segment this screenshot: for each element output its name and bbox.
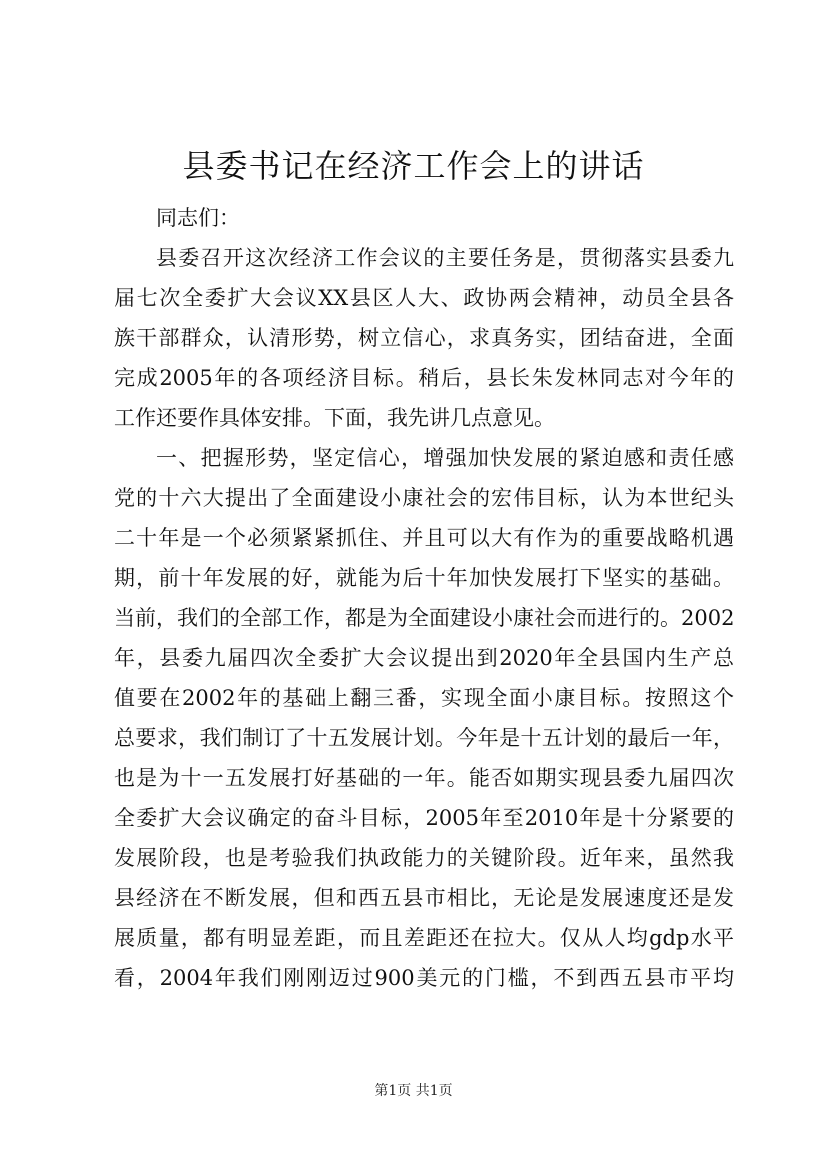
body-line: 展质量，都有明显差距，而且差距还在拉大。仅从人均gdp水平 [114,926,734,950]
document-body [114,198,734,998]
body-line: 完成2005年的各项经济目标。稍后，县长朱发林同志对今年的 [114,366,734,390]
body-line: 二十年是一个必须紧紧抓住、并且可以大有作为的重要战略机遇 [114,526,734,550]
page-footer: 第1页 共1页 [374,1083,453,1099]
body-line: 党的十六大提出了全面建设小康社会的宏伟目标，认为本世纪头 [114,486,734,510]
body-line: 当前，我们的全部工作，都是为全面建设小康社会而进行的。2002 [114,606,734,630]
body-line: 县委召开这次经济工作会议的主要任务是，贯彻落实县委九 [156,246,734,270]
section-heading-line: 一、把握形势，坚定信心，增强加快发展的紧迫感和责任感 [156,446,734,470]
body-line: 工作还要作具体安排。下面，我先讲几点意见。 [114,406,555,430]
body-line: 发展阶段，也是考验我们执政能力的关键阶段。近年来，虽然我 [114,846,734,870]
body-line: 看，2004年我们刚刚迈过900美元的门槛，不到西五县市平均 [114,966,734,990]
body-line: 总要求，我们制订了十五发展计划。今年是十五计划的最后一年， [114,726,734,750]
body-line: 县经济在不断发展，但和西五县市相比，无论是发展速度还是发 [114,886,734,910]
body-line: 年，县委九届四次全委扩大会议提出到2020年全县国内生产总 [114,646,734,670]
body-line: 届七次全委扩大会议XX县区人大、政协两会精神，动员全县各 [114,286,734,310]
document-title: 县委书记在经济工作会上的讲话 [182,147,645,185]
body-line: 值要在2002年的基础上翻三番，实现全面小康目标。按照这个 [114,686,734,710]
body-line: 族干部群众，认清形势，树立信心，求真务实，团结奋进，全面 [114,326,734,350]
body-line: 全委扩大会议确定的奋斗目标，2005年至2010年是十分紧要的 [114,806,734,830]
salutation-line: 同志们： [156,206,240,230]
body-line: 期，前十年发展的好，就能为后十年加快发展打下坚实的基础。 [114,566,734,590]
body-line: 也是为十一五发展打好基础的一年。能否如期实现县委九届四次 [114,766,734,790]
